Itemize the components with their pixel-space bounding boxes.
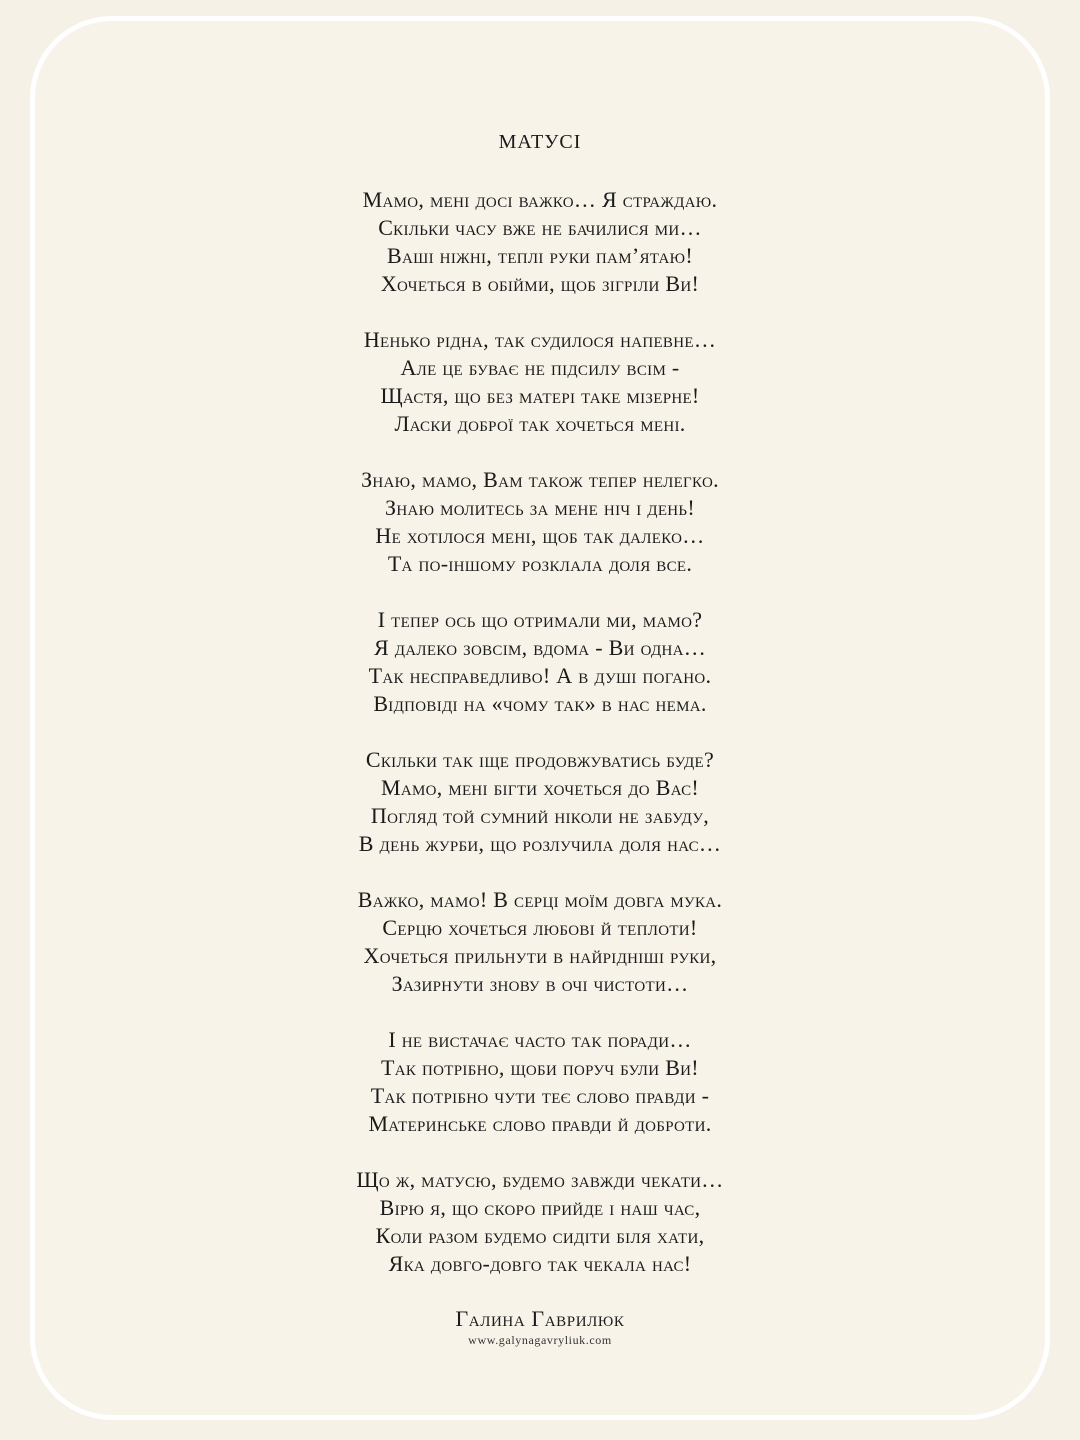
poem-line: Материнське слово правди й доброти. [368,1111,712,1136]
poem-line: Але це буває не підсилу всім - [400,355,680,380]
poem-line: Зазирнути знову в очі чистоти… [391,971,689,996]
author-website: www.galynagavryliuk.com [468,1333,612,1347]
stanza-1 [0,186,1080,298]
poem-line: Мамо, мені бігти хочеться до Вас! [380,775,700,800]
poem-body [0,186,1080,1278]
poem-line: Так потрібно чути теє слово правди - [370,1083,710,1108]
poem-line: Скільки часу вже не бачилися ми… [378,215,702,240]
poem-line: Хочеться прильнути в найрідніші руки, [363,943,717,968]
poem-line: Погляд той сумний ніколи не забуду, [370,803,710,828]
poem-line: Скільки так іще продовжуватись буде? [365,747,715,772]
poem-line: Так потрібно, щоби поруч були Ви! [381,1055,699,1080]
poem-line: Та по-іншому розклала доля все. [387,551,693,576]
poem-line: Відповіді на «чому так» в нас нема. [373,691,707,716]
poem-line: Важко, мамо! В серці моїм довга мука. [357,887,723,912]
poem-line: І тепер ось що отримали ми, мамо? [377,607,703,632]
stanza-5 [0,746,1080,858]
poem-line: Вірю я, що скоро прийде і наш час, [379,1195,701,1220]
poem-line: Що ж, матусю, будемо завжди чекати… [356,1167,724,1192]
stanza-4 [0,606,1080,718]
poem-line: Яка довго-довго так чекала нас! [388,1251,692,1276]
poem-line: Знаю, мамо, Вам також тепер нелегко. [361,467,719,492]
poem-title: МАТУСІ [498,131,582,153]
author-name: Галина Гаврилюк [455,1306,625,1331]
poem-line: Серцю хочеться любові й теплоти! [382,915,698,940]
stanza-7 [0,1026,1080,1138]
poem-line: Так несправедливо! А в душі погано. [368,663,712,688]
poem-line: В день журби, що розлучила доля нас… [358,831,722,856]
stanza-2 [0,326,1080,438]
poem-container [0,128,1080,1348]
poem-line: І не вистачає часто так поради… [388,1027,692,1052]
poem-line: Хочеться в обійми, щоб зігріли Ви! [380,271,700,296]
stanza-6 [0,886,1080,998]
poem-line: Щастя, що без матері таке мізерне! [380,383,700,408]
stanza-3 [0,466,1080,578]
poem-line: Ласки доброї так хочеться мені. [394,411,686,436]
stanza-8 [0,1166,1080,1278]
poem-line: Ваші ніжні, теплі руки пам’ятаю! [387,243,693,268]
poem-line: Не хотілося мені, щоб так далеко… [375,523,705,548]
poem-line: Я далеко зовсім, вдома - Ви одна… [373,635,707,660]
poem-line: Знаю молитесь за мене ніч і день! [385,495,695,520]
poem-line: Коли разом будемо сидіти біля хати, [375,1223,705,1248]
poem-line: Мамо, мені досі важко… Я страждаю. [362,187,718,212]
poem-line: Ненько рідна, так судилося напевне… [363,327,717,352]
